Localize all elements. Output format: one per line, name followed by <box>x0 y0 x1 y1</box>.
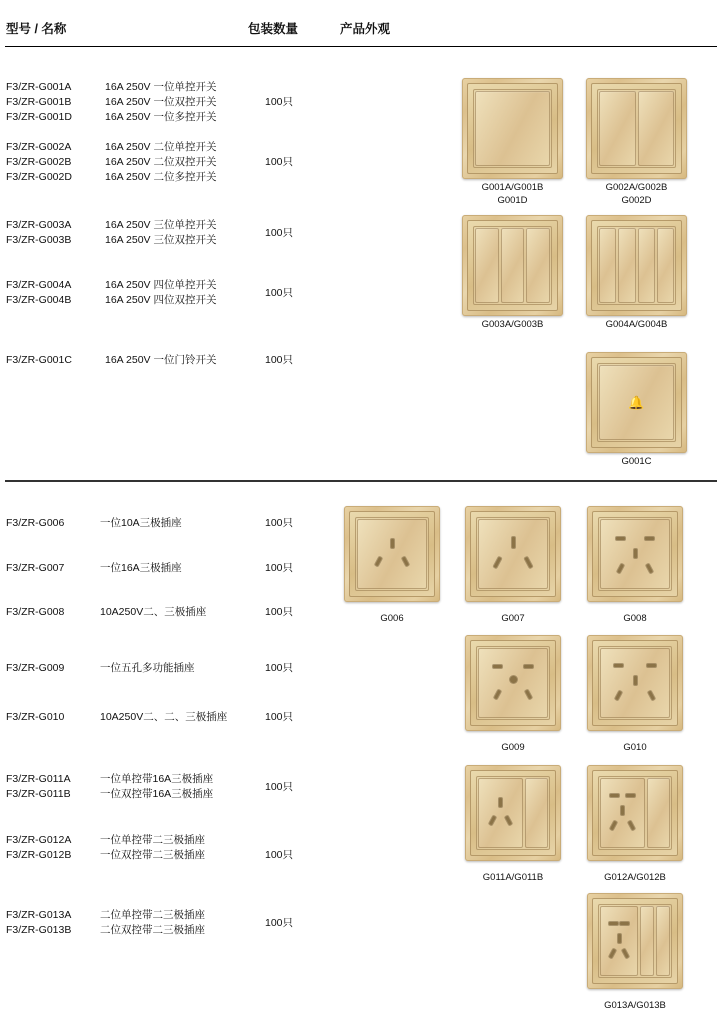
product-image-g001 <box>462 78 563 179</box>
product-image-g008 <box>587 506 683 602</box>
desc-text: 16A 250V 一位多控开关 <box>105 111 217 123</box>
desc-text: 一位10A三极插座 <box>100 517 182 529</box>
qty-text: 100只 <box>265 606 294 618</box>
desc-text: 一位五孔多功能插座 <box>100 662 195 674</box>
desc-text: 一位单控带16A三极插座 <box>100 773 214 785</box>
product-image-g009 <box>465 635 561 731</box>
product-image-g002 <box>586 78 687 179</box>
model-text: F3/ZR-G009 <box>6 662 65 674</box>
model-text: F3/ZR-G013B <box>6 924 72 936</box>
caption-g001-line2: G001D <box>497 195 528 206</box>
caption-g002-line1: G002A/G002B <box>605 182 668 193</box>
product-image-g006 <box>344 506 440 602</box>
model-text: F3/ZR-G003B <box>6 234 72 246</box>
desc-text: 二位单控带二三极插座 <box>100 909 205 921</box>
desc-text: 二位双控带二三极插座 <box>100 924 205 936</box>
product-image-g011 <box>465 765 561 861</box>
desc-text: 16A 250V 四位单控开关 <box>105 279 217 291</box>
model-text: F3/ZR-G011A <box>6 773 71 785</box>
model-text: F3/ZR-G012B <box>6 849 72 861</box>
desc-text: 16A 250V 二位双控开关 <box>105 156 217 168</box>
caption-g002-line2: G002D <box>621 195 652 206</box>
desc-text: 一位双控带16A三极插座 <box>100 788 214 800</box>
qty-text: 100只 <box>265 711 294 723</box>
model-text: F3/ZR-G010 <box>6 711 65 723</box>
caption-g006: G006 <box>380 613 404 624</box>
header-divider <box>5 46 717 47</box>
desc-text: 一位双控带二三极插座 <box>100 849 205 861</box>
section-divider <box>5 480 717 482</box>
model-text: F3/ZR-G002D <box>6 171 72 183</box>
model-text: F3/ZR-G008 <box>6 606 65 618</box>
qty-text: 100只 <box>265 562 294 574</box>
caption-g004: G004A/G004B <box>605 319 668 330</box>
model-text: F3/ZR-G013A <box>6 909 72 921</box>
desc-text: 16A 250V 二位多控开关 <box>105 171 217 183</box>
desc-text: 16A 250V 一位单控开关 <box>105 81 217 93</box>
product-image-g007 <box>465 506 561 602</box>
product-image-g010 <box>587 635 683 731</box>
model-text: F3/ZR-G003A <box>6 219 72 231</box>
model-text: F3/ZR-G012A <box>6 834 72 846</box>
caption-g001c: G001C <box>621 456 652 467</box>
model-text: F3/ZR-G001B <box>6 96 72 108</box>
header-appearance: 产品外观 <box>340 22 391 36</box>
desc-text: 16A 250V 一位门铃开关 <box>105 354 217 366</box>
model-text: F3/ZR-G006 <box>6 517 65 529</box>
qty-text: 100只 <box>265 849 294 861</box>
desc-text: 16A 250V 一位双控开关 <box>105 96 217 108</box>
qty-text: 100只 <box>265 662 294 674</box>
model-text: F3/ZR-G001D <box>6 111 72 123</box>
model-text: F3/ZR-G004A <box>6 279 72 291</box>
product-image-g003 <box>462 215 563 316</box>
caption-g009: G009 <box>501 742 525 753</box>
desc-text: 一位单控带二三极插座 <box>100 834 205 846</box>
desc-text: 10A250V二、三极插座 <box>100 606 207 618</box>
model-text: F3/ZR-G002B <box>6 156 72 168</box>
model-text: F3/ZR-G001A <box>6 81 72 93</box>
desc-text: 16A 250V 三位单控开关 <box>105 219 217 231</box>
qty-text: 100只 <box>265 517 294 529</box>
model-text: F3/ZR-G004B <box>6 294 72 306</box>
product-image-g012 <box>587 765 683 861</box>
qty-text: 100只 <box>265 287 294 299</box>
header-model: 型号 / 名称 <box>6 22 67 36</box>
caption-g013: G013A/G013B <box>604 1000 666 1011</box>
desc-text: 16A 250V 二位单控开关 <box>105 141 217 153</box>
product-image-g001c <box>586 352 687 453</box>
desc-text: 16A 250V 四位双控开关 <box>105 294 217 306</box>
caption-g010: G010 <box>623 742 647 753</box>
caption-g001-line1: G001A/G001B <box>481 182 544 193</box>
qty-text: 100只 <box>265 96 294 108</box>
product-image-g013 <box>587 893 683 989</box>
model-text: F3/ZR-G002A <box>6 141 72 153</box>
caption-g012: G012A/G012B <box>604 872 666 883</box>
header-quantity: 包装数量 <box>248 22 299 36</box>
desc-text: 16A 250V 三位双控开关 <box>105 234 217 246</box>
caption-g011: G011A/G011B <box>482 872 544 883</box>
model-text: F3/ZR-G007 <box>6 562 65 574</box>
desc-text: 10A250V二、二、三极插座 <box>100 711 228 723</box>
bell-icon: 🔔 <box>628 394 645 410</box>
model-text: F3/ZR-G001C <box>6 354 72 366</box>
model-text: F3/ZR-G011B <box>6 788 71 800</box>
qty-text: 100只 <box>265 917 294 929</box>
caption-g003: G003A/G003B <box>481 319 544 330</box>
caption-g008: G008 <box>623 613 647 624</box>
product-image-g004 <box>586 215 687 316</box>
qty-text: 100只 <box>265 354 294 366</box>
qty-text: 100只 <box>265 227 294 239</box>
qty-text: 100只 <box>265 781 294 793</box>
qty-text: 100只 <box>265 156 294 168</box>
table-header <box>0 16 722 46</box>
caption-g007: G007 <box>501 613 525 624</box>
desc-text: 一位16A三极插座 <box>100 562 182 574</box>
